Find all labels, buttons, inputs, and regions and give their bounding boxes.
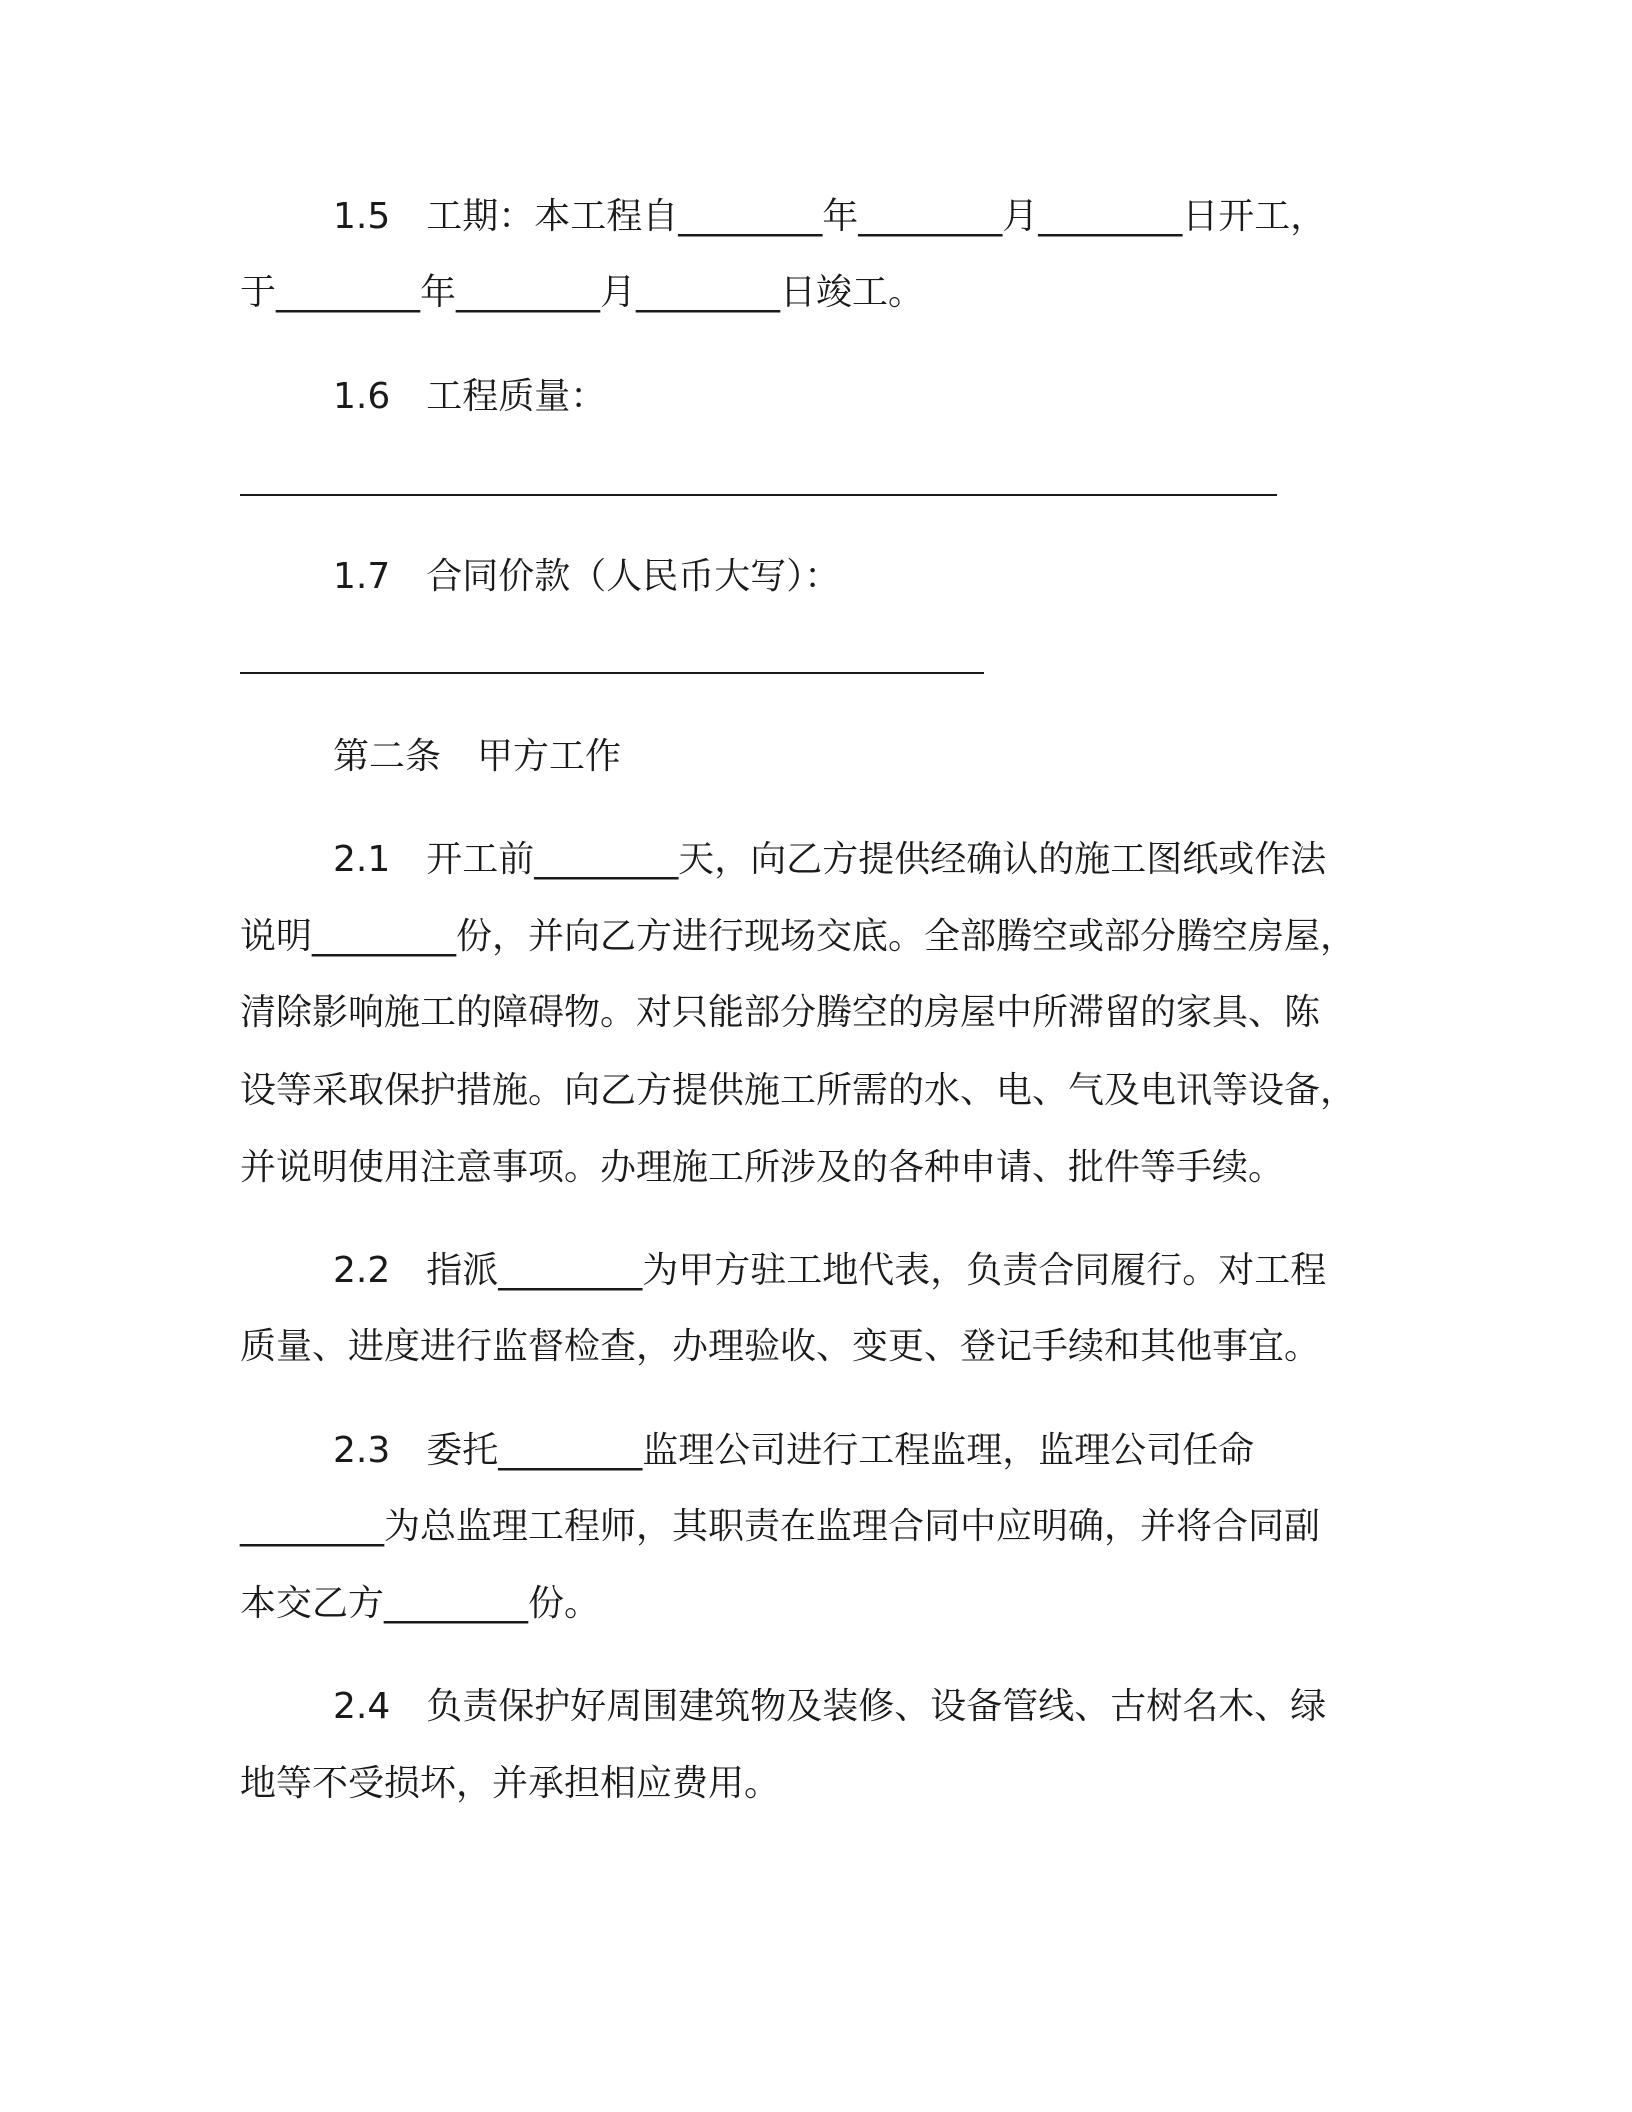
price-blank-line (240, 672, 984, 674)
clause-1-5-line-1: 1.5 工期：本工程自________年________月________日开工， (333, 196, 1327, 237)
clause-2-2-line-2: 质量、进度进行监督检查，办理验收、变更、登记手续和其他事宜。 (240, 1326, 1321, 1367)
clause-1-5-line-2: 于________年________月________日竣工。 (240, 272, 925, 313)
clause-2-1-line-5: 并说明使用注意事项。办理施工所涉及的各种申请、批件等手续。 (240, 1147, 1285, 1188)
article-2-heading: 第二条 甲方工作 (333, 736, 622, 777)
clause-2-3-line-2: ________为总监理工程师，其职责在监理合同中应明确，并将合同副 (240, 1506, 1321, 1547)
clause-2-2-line-1: 2.2 指派________为甲方驻工地代表，负责合同履行。对工程 (333, 1250, 1327, 1291)
clause-2-3-line-3: 本交乙方________份。 (240, 1583, 601, 1624)
clause-2-4-line-1: 2.4 负责保护好周围建筑物及装修、设备管线、古树名木、绿 (333, 1686, 1327, 1727)
clause-1-6: 1.6 工程质量： (333, 376, 607, 417)
clause-1-7: 1.7 合同价款（人民币大写）： (333, 556, 841, 597)
clause-2-1-line-2: 说明________份，并向乙方进行现场交底。全部腾空或部分腾空房屋， (240, 916, 1357, 957)
clause-2-4-line-2: 地等不受损坏，并承担相应费用。 (240, 1763, 781, 1804)
clause-2-1-line-3: 清除影响施工的障碍物。对只能部分腾空的房屋中所滞留的家具、陈 (240, 992, 1321, 1033)
quality-blank-line (240, 494, 1277, 496)
clause-2-1-line-4: 设等采取保护措施。向乙方提供施工所需的水、电、气及电讯等设备， (240, 1070, 1357, 1111)
clause-2-3-line-1: 2.3 委托________监理公司进行工程监理，监理公司任命 (333, 1430, 1255, 1471)
clause-2-1-line-1: 2.1 开工前________天，向乙方提供经确认的施工图纸或作法 (333, 839, 1327, 880)
